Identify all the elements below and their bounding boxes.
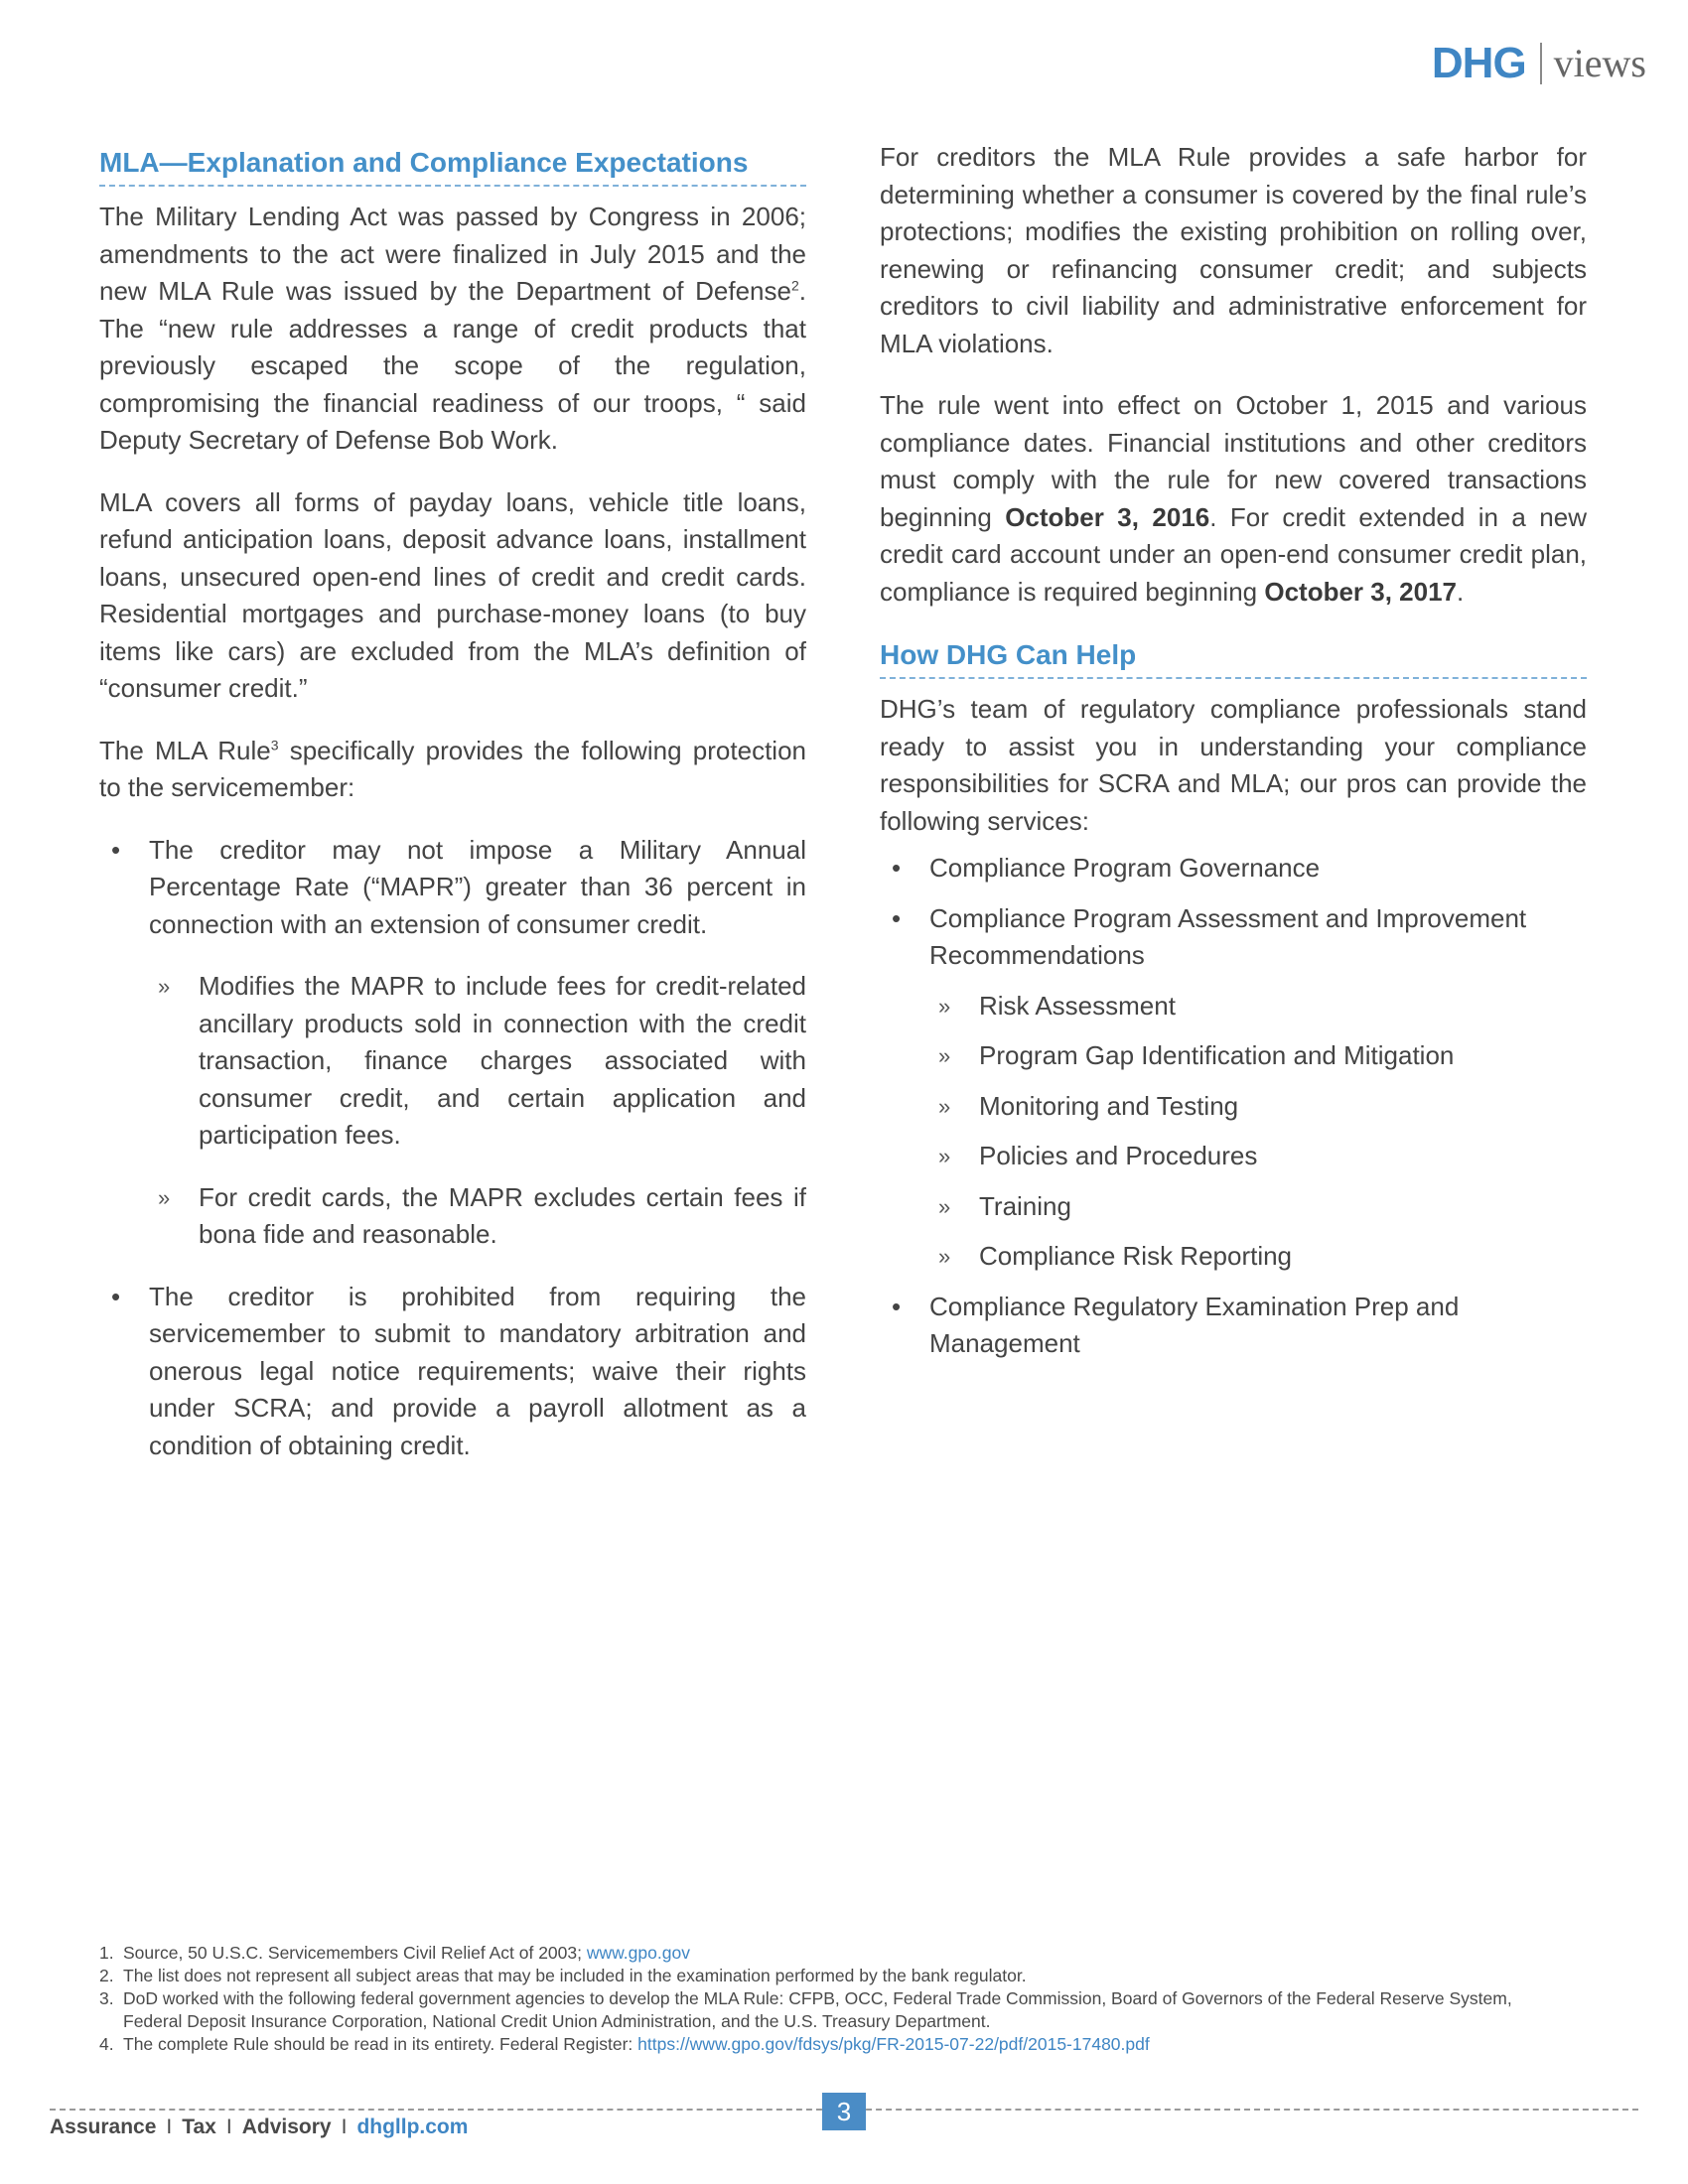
paragraph-dhg-team: DHG’s team of regulatory compliance professionals stand ready to assist you in understanding your compliance responsibilities for SCRA and MLA; our pros can provide the following services: (880, 694, 1587, 836)
footer-separator: I (341, 2116, 348, 2138)
footnote-2 (99, 1965, 1569, 1987)
footnote-text: DoD worked with the following federal government agencies to develop the MLA Rule: CFPB, OCC, Federal Trade Commission, Board of Governors of the Federal Reserve System, Federal Deposit Insurance Corporation, National Credit Union Administration, and the U.S. Treasury Department. (123, 1988, 1512, 2031)
footer-item-tax: Tax (182, 2116, 216, 2138)
list-item-prohibitions: • The creditor is prohibited from requiring the servicemember to submit to mandatory arbitration and onerous legal notice requirements; waive their rights under SCRA; and provide a payroll allotment as a condition of obtaining credit. (99, 1279, 806, 1465)
sub-service-item: » Training (880, 1188, 1587, 1226)
services-list (880, 850, 1587, 1363)
paragraph-text: . The “new rule addresses a range of credit products that previously escaped the scope of the regulation, compromising the financial readiness of our troops, “ said Deputy Secretary of Defense Bob Work. (99, 276, 806, 455)
paragraph-text: The Military Lending Act was passed by Congress in 2006; amendments to the act were finalized in July 2015 and the new MLA Rule was issued by the Department of Defense (99, 202, 806, 306)
header-brand (1431, 39, 1646, 87)
protection-list (99, 832, 806, 1465)
sub-service-item: » Monitoring and Testing (880, 1088, 1587, 1126)
sub-item-mapr-fees: » Modifies the MAPR to include fees for credit-related ancillary products sold in connection with the credit transaction, finance charges associated with consumer credit, and certain application and participation fees. (99, 968, 806, 1155)
footnote-number: 4. (99, 2034, 114, 2054)
left-column (99, 139, 806, 1489)
footnote-4 (99, 2033, 1569, 2056)
paragraph-mla-rule (99, 733, 806, 807)
paragraph-effective-dates (880, 387, 1587, 611)
sub-service-item: » Program Gap Identification and Mitigation (880, 1037, 1587, 1075)
section-heading-mla: MLA—Explanation and Compliance Expectations (99, 143, 806, 187)
dhg-logo: DHG (1431, 39, 1526, 87)
paragraph-text: specifically provides the following protection to the servicemember: (99, 735, 806, 802)
footnote-link[interactable]: https://www.gpo.gov/fdsys/pkg/FR-2015-07-22/pdf/2015-17480.pdf (637, 2034, 1150, 2054)
footer-site-link[interactable]: dhgllp.com (356, 2116, 469, 2138)
brand-divider (1540, 43, 1542, 84)
footer-services (50, 2113, 468, 2142)
paragraph-text: . For credit extended in a new credit card account under an open-end consumer credit plan, compliance is required beginning (880, 501, 1587, 607)
section-heading-help: How DHG Can Help (880, 635, 1587, 679)
date-2017: October 3, 2017 (1264, 576, 1458, 607)
paragraph-text: The rule went into effect on October 1, 2015 and various compliance dates. Financial institutions and other creditors must comply with the rule for new covered transactions beginning (880, 390, 1587, 532)
paragraph-text: The MLA Rule (99, 735, 271, 765)
date-2016: October 3, 2016 (1005, 501, 1210, 532)
footnote-text: Source, 50 U.S.C. Servicemembers Civil Relief Act of 2003; (123, 1943, 587, 1963)
service-item: • Compliance Regulatory Examination Prep and Management (880, 1289, 1587, 1363)
sub-service-item: » Policies and Procedures (880, 1138, 1587, 1175)
footer-item-assurance: Assurance (50, 2116, 157, 2138)
footnote-ref-2: 2 (790, 277, 799, 294)
service-item: • Compliance Program Assessment and Improvement Recommendations (880, 900, 1587, 975)
sub-service-item: » Compliance Risk Reporting (880, 1238, 1587, 1276)
list-item-mapr: • The creditor may not impose a Military Annual Percentage Rate (“MAPR”) greater than 36 percent in connection with an extension of consumer credit. (99, 832, 806, 944)
sub-service-item: » Risk Assessment (880, 988, 1587, 1025)
footnote-1 (99, 1942, 1569, 1965)
paragraph-mla-history (99, 199, 806, 460)
service-item: • Compliance Program Governance (880, 850, 1587, 887)
page-number: 3 (822, 2093, 866, 2130)
footer-separator: I (166, 2116, 173, 2138)
footnote-text: The list does not represent all subject areas that may be included in the examination performed by the bank regulator. (123, 1966, 1027, 1985)
footnote-number: 1. (99, 1943, 114, 1963)
footnote-body (123, 2033, 1150, 2056)
footnote-3 (99, 1987, 1569, 2033)
footnote-body (123, 1942, 690, 1965)
paragraph-text: . (1457, 576, 1465, 607)
footnote-number: 3. (99, 1988, 114, 2008)
footnote-ref-3: 3 (270, 736, 279, 752)
footer-item-advisory: Advisory (241, 2116, 332, 2138)
views-wordmark: views (1553, 41, 1646, 85)
footnotes (99, 1942, 1569, 2056)
right-column (880, 139, 1587, 1376)
paragraph-safe-harbor: For creditors the MLA Rule provides a safe harbor for determining whether a consumer is covered by the final rule’s protections; modifies the existing prohibition on rolling over, renewing or refinancing consumer credit; and subjects creditors to civil liability and administrative enforcement for MLA violations. (880, 142, 1587, 358)
sub-item-credit-cards: » For credit cards, the MAPR excludes certain fees if bona fide and reasonable. (99, 1179, 806, 1254)
footer-separator: I (225, 2116, 232, 2138)
footnote-link[interactable]: www.gpo.gov (586, 1943, 690, 1963)
footnote-number: 2. (99, 1966, 114, 1985)
paragraph-mla-coverage: MLA covers all forms of payday loans, vehicle title loans, refund anticipation loans, deposit advance loans, installment loans, unsecured open-end lines of credit and credit cards. Residential mortgages and purchase-money loans (to buy items like cars) are excluded from the MLA’s definition of “consumer credit.” (99, 486, 806, 703)
footnote-text: The complete Rule should be read in its entirety. Federal Register: (123, 2034, 638, 2054)
